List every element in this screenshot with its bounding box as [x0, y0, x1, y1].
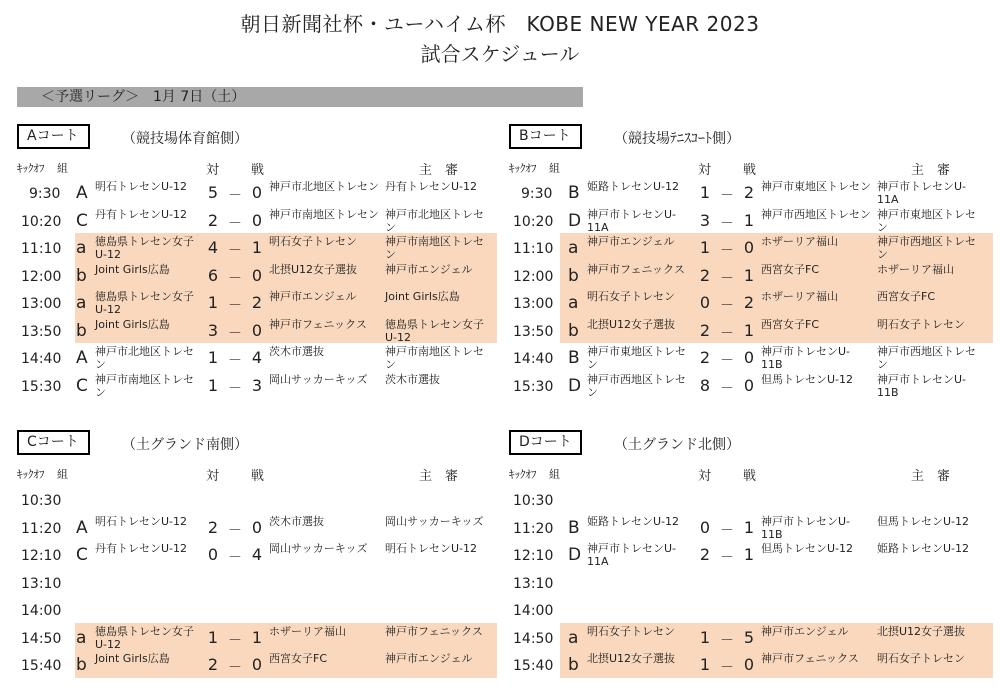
table-row	[509, 541, 993, 569]
team-2: 神戸市北地区トレセン	[269, 180, 379, 193]
score-2: 1	[251, 627, 263, 647]
referee: ホザーリア福山	[877, 262, 954, 276]
team-2: 神戸市エンジェル	[761, 624, 849, 638]
table-row	[17, 514, 497, 542]
kickoff-time: 12:10	[21, 548, 62, 564]
table-row	[509, 651, 993, 679]
score-2: 0	[251, 655, 263, 674]
group-letter: B	[568, 183, 580, 203]
kickoff-time: 10:30	[21, 493, 62, 509]
score-2: 0	[251, 265, 263, 285]
table-row	[17, 317, 497, 345]
score-1: 0	[699, 517, 711, 537]
score-2: 0	[743, 238, 755, 257]
score-1: 1	[699, 238, 711, 257]
table-row	[17, 289, 497, 317]
team-1: 明石女子トレセン	[587, 290, 675, 303]
team-1: Joint Girls広島	[95, 317, 170, 331]
score-1: 6	[207, 265, 219, 285]
page-subtitle: 試合スケジュール	[420, 42, 580, 66]
score-1: 1	[699, 183, 711, 202]
kickoff-time: 9:30	[29, 186, 61, 202]
score-dash: －	[228, 243, 242, 259]
header-kickoff: ｷｯｸｵﾌ	[17, 162, 45, 175]
group-letter: a	[76, 238, 87, 258]
score-dash: －	[228, 270, 242, 287]
score-dash: －	[228, 353, 242, 369]
header-group: 組	[57, 468, 68, 481]
team-2: 但馬トレセンU-12	[761, 372, 854, 386]
team-2: 明石女子トレセン	[269, 235, 357, 248]
referee: 明石女子トレセン	[877, 652, 965, 665]
page-title: 朝日新聞社杯・ユーハイム杯 KOBE NEW YEAR 2023	[240, 12, 760, 36]
header-kickoff: ｷｯｸｵﾌ	[509, 162, 537, 175]
referee: 神戸市西地区トレセン	[877, 235, 976, 261]
court-label: Aコート	[17, 124, 90, 149]
referee: 姫路トレセンU-12	[877, 542, 970, 555]
kickoff-time: 13:50	[513, 323, 554, 340]
score-dash: －	[228, 522, 242, 539]
referee: 神戸市南地区トレセン	[385, 345, 484, 371]
table-row	[17, 651, 497, 679]
group-letter: b	[568, 265, 579, 286]
score-2: 0	[743, 375, 755, 395]
table-row	[509, 372, 993, 400]
kickoff-time: 11:10	[513, 241, 554, 257]
score-1: 2	[699, 348, 711, 367]
table-row	[17, 596, 497, 624]
header-referee: 主 審	[419, 469, 459, 484]
group-letter: A	[76, 348, 88, 368]
kickoff-time: 12:00	[513, 268, 554, 285]
team-2: ホザーリア福山	[761, 235, 838, 248]
score-2: 2	[743, 183, 755, 202]
referee: 茨木市選抜	[385, 372, 440, 386]
table-row	[509, 486, 993, 514]
header-vs2: 戦	[251, 469, 265, 484]
group-letter: D	[568, 545, 582, 565]
group-letter: C	[76, 210, 88, 231]
kickoff-time: 11:20	[513, 520, 554, 537]
group-letter: b	[76, 265, 87, 286]
team-1: 徳島県トレセン女子U-12	[95, 290, 194, 316]
score-1: 1	[207, 293, 219, 312]
group-letter: a	[568, 238, 579, 258]
team-2: 神戸市南地区トレセン	[269, 207, 379, 221]
score-2: 0	[251, 320, 263, 340]
header-vs1: 対	[698, 469, 712, 484]
team-2: 神戸市トレセンU-11B	[761, 514, 851, 541]
score-dash: －	[228, 188, 242, 204]
score-1: 5	[207, 183, 219, 202]
referee: Joint Girls広島	[385, 290, 460, 303]
table-row	[17, 262, 497, 290]
score-2: 1	[743, 210, 755, 230]
referee: 神戸市北地区トレセン	[385, 207, 484, 234]
header-vs1: 対	[698, 163, 712, 178]
table-row	[509, 317, 993, 345]
team-2: 神戸市トレセンU-11B	[761, 345, 851, 371]
score-dash: －	[720, 270, 734, 287]
league-date-bar: ＜予選リーグ＞ 1月 7日（土）	[17, 87, 583, 107]
team-1: 神戸市西地区トレセン	[587, 372, 686, 399]
table-row	[509, 179, 993, 207]
header-vs2: 戦	[251, 163, 265, 178]
table-row	[509, 569, 993, 597]
table-row	[509, 262, 993, 290]
kickoff-time: 12:10	[513, 548, 554, 564]
kickoff-time: 11:20	[21, 520, 62, 537]
table-row	[17, 207, 497, 235]
header-group: 組	[549, 162, 560, 175]
team-2: 西宮女子FC	[761, 317, 820, 331]
kickoff-time: 10:30	[513, 493, 554, 509]
table-row	[17, 569, 497, 597]
score-2: 0	[743, 348, 755, 367]
score-dash: －	[720, 298, 734, 314]
team-2: 西宮女子FC	[269, 652, 328, 665]
team-1: 神戸市北地区トレセン	[95, 345, 194, 371]
table-row	[509, 289, 993, 317]
kickoff-time: 14:50	[21, 630, 62, 647]
referee: 北摂U12女子選抜	[877, 624, 966, 638]
team-2: 岡山サッカーキッズ	[269, 542, 368, 555]
referee: 神戸市西地区トレセン	[877, 345, 976, 371]
referee: 丹有トレセンU-12	[385, 180, 478, 193]
team-1: 神戸市トレセンU-11A	[587, 542, 677, 568]
team-1: 姫路トレセンU-12	[587, 514, 680, 528]
score-1: 1	[699, 655, 711, 674]
team-2: 神戸市西地区トレセン	[761, 207, 871, 221]
header-vs1: 対	[206, 469, 220, 484]
kickoff-time: 13:00	[513, 296, 554, 312]
table-row	[17, 179, 497, 207]
kickoff-time: 9:30	[521, 186, 553, 202]
kickoff-time: 15:40	[21, 658, 62, 674]
team-2: 神戸市フェニックス	[761, 652, 859, 665]
kickoff-time: 13:00	[21, 296, 62, 312]
team-1: 神戸市南地区トレセン	[95, 372, 194, 399]
table-row	[17, 344, 497, 372]
score-2: 0	[743, 655, 755, 674]
table-row	[17, 541, 497, 569]
score-dash: －	[228, 380, 242, 397]
header-vs2: 戦	[743, 163, 757, 178]
team-2: 茨木市選抜	[269, 514, 324, 528]
group-letter: a	[76, 627, 87, 648]
score-dash: －	[720, 660, 734, 676]
kickoff-time: 15:30	[21, 378, 62, 395]
score-2: 1	[743, 265, 755, 285]
kickoff-time: 13:10	[21, 575, 62, 592]
team-1: 北摂U12女子選抜	[587, 652, 676, 665]
table-row	[509, 514, 993, 542]
score-1: 1	[207, 627, 219, 647]
score-2: 3	[251, 375, 263, 395]
score-dash: －	[720, 380, 734, 397]
score-1: 2	[699, 320, 711, 340]
referee: 神戸市エンジェル	[385, 652, 473, 665]
team-1: Joint Girls広島	[95, 262, 170, 276]
score-1: 8	[699, 375, 711, 395]
score-1: 0	[699, 293, 711, 312]
score-1: 2	[207, 517, 219, 537]
score-dash: －	[228, 298, 242, 314]
group-letter: C	[76, 545, 88, 565]
kickoff-time: 13:10	[513, 575, 554, 592]
referee: 明石トレセンU-12	[385, 542, 478, 555]
group-letter: A	[76, 517, 88, 538]
header-vs2: 戦	[743, 469, 757, 484]
team-1: 丹有トレセンU-12	[95, 207, 188, 221]
group-letter: C	[76, 375, 88, 396]
court-a-section	[17, 124, 497, 399]
score-1: 2	[207, 655, 219, 674]
group-letter: D	[568, 375, 582, 396]
header-kickoff: ｷｯｸｵﾌ	[17, 468, 45, 481]
group-letter: a	[568, 293, 579, 313]
score-2: 1	[743, 517, 755, 537]
court-label: Dコート	[509, 430, 582, 455]
kickoff-time: 14:40	[21, 351, 62, 367]
score-1: 2	[207, 210, 219, 230]
team-2: 但馬トレセンU-12	[761, 542, 854, 555]
header-vs1: 対	[206, 163, 220, 178]
court-b-section	[509, 124, 993, 399]
team-2: 茨木市選抜	[269, 345, 324, 358]
score-dash: －	[720, 325, 734, 342]
team-1: 神戸市エンジェル	[587, 235, 675, 248]
header-group: 組	[57, 162, 68, 175]
team-1: 明石トレセンU-12	[95, 514, 188, 528]
team-1: 神戸市東地区トレセン	[587, 345, 686, 371]
kickoff-time: 15:30	[513, 378, 554, 395]
score-2: 2	[743, 293, 755, 312]
score-dash: －	[228, 550, 242, 566]
referee: 神戸市南地区トレセン	[385, 235, 484, 261]
score-dash: －	[720, 243, 734, 259]
team-1: 明石女子トレセン	[587, 624, 675, 638]
team-2: ホザーリア福山	[761, 290, 838, 303]
referee: 神戸市トレセンU-11B	[877, 372, 967, 399]
court-label: Bコート	[509, 124, 582, 149]
score-dash: －	[228, 325, 242, 342]
referee: 徳島県トレセン女子U-12	[385, 317, 484, 344]
kickoff-time: 11:10	[21, 241, 62, 257]
score-1: 2	[699, 265, 711, 285]
team-1: 神戸市フェニックス	[587, 262, 685, 276]
team-1: 神戸市トレセンU-11A	[587, 207, 677, 234]
group-letter: b	[568, 655, 579, 675]
score-dash: －	[228, 215, 242, 232]
group-letter: b	[76, 655, 87, 675]
referee: 神戸市トレセンU-11A	[877, 180, 967, 206]
score-dash: －	[720, 188, 734, 204]
score-dash: －	[228, 632, 242, 649]
score-dash: －	[720, 632, 734, 649]
group-letter: B	[568, 517, 580, 538]
score-1: 3	[207, 320, 219, 340]
court-location: （土グランド北側）	[614, 437, 740, 453]
referee: 神戸市東地区トレセン	[877, 207, 976, 234]
table-row	[509, 596, 993, 624]
team-2: 西宮女子FC	[761, 262, 820, 276]
score-1: 3	[699, 210, 711, 230]
score-2: 5	[743, 627, 755, 647]
team-2: 岡山サッカーキッズ	[269, 372, 368, 386]
referee: 神戸市エンジェル	[385, 262, 473, 276]
team-2: 神戸市エンジェル	[269, 290, 357, 303]
kickoff-time: 14:40	[513, 351, 554, 367]
kickoff-time: 15:40	[513, 658, 554, 674]
score-2: 2	[251, 293, 263, 312]
kickoff-time: 14:00	[21, 603, 62, 619]
header-kickoff: ｷｯｸｵﾌ	[509, 468, 537, 481]
score-dash: －	[720, 353, 734, 369]
score-dash: －	[720, 550, 734, 566]
header-referee: 主 審	[911, 163, 951, 178]
court-label: Cコート	[17, 430, 90, 455]
group-letter: a	[568, 627, 579, 648]
score-2: 0	[251, 517, 263, 537]
group-letter: D	[568, 210, 582, 231]
score-1: 0	[207, 545, 219, 564]
team-1: 徳島県トレセン女子U-12	[95, 624, 194, 651]
referee: 神戸市フェニックス	[385, 624, 483, 638]
header-referee: 主 審	[419, 163, 459, 178]
kickoff-time: 13:50	[21, 323, 62, 340]
court-location: （競技場ﾃﾆｽｺｰﾄ側）	[614, 131, 740, 147]
score-2: 1	[743, 320, 755, 340]
score-1: 2	[699, 545, 711, 564]
team-2: ホザーリア福山	[269, 624, 346, 638]
group-letter: b	[76, 320, 87, 341]
team-1: 丹有トレセンU-12	[95, 542, 188, 555]
score-2: 1	[743, 545, 755, 564]
court-location: （競技場体育館側）	[122, 131, 248, 147]
table-row	[509, 234, 993, 262]
header-group: 組	[549, 468, 560, 481]
score-2: 4	[251, 348, 263, 367]
score-2: 0	[251, 183, 263, 202]
court-d-section	[509, 430, 993, 692]
group-letter: b	[568, 320, 579, 341]
table-row	[509, 207, 993, 235]
court-location: （土グランド南側）	[122, 437, 248, 453]
score-2: 0	[251, 210, 263, 230]
kickoff-time: 12:00	[21, 268, 62, 285]
group-letter: B	[568, 348, 580, 368]
group-letter: A	[76, 183, 88, 203]
header-referee: 主 審	[911, 469, 951, 484]
referee: 岡山サッカーキッズ	[385, 514, 484, 528]
team-1: 姫路トレセンU-12	[587, 180, 680, 193]
team-2: 神戸市東地区トレセン	[761, 180, 871, 193]
group-letter: a	[76, 293, 87, 313]
score-dash: －	[720, 215, 734, 232]
referee: 明石女子トレセン	[877, 317, 965, 331]
kickoff-time: 10:20	[513, 213, 554, 230]
table-row	[17, 486, 497, 514]
score-1: 1	[699, 627, 711, 647]
team-2: 神戸市フェニックス	[269, 317, 367, 331]
table-row	[17, 624, 497, 652]
kickoff-time: 10:20	[21, 213, 62, 230]
referee: 西宮女子FC	[877, 290, 936, 303]
table-row	[509, 344, 993, 372]
kickoff-time: 14:00	[513, 603, 554, 619]
score-dash: －	[228, 660, 242, 676]
score-1: 4	[207, 238, 219, 257]
team-1: Joint Girls広島	[95, 652, 170, 665]
table-row	[17, 234, 497, 262]
score-2: 1	[251, 238, 263, 257]
score-1: 1	[207, 348, 219, 367]
court-c-section	[17, 430, 497, 692]
table-row	[509, 624, 993, 652]
team-1: 北摂U12女子選抜	[587, 317, 676, 331]
score-dash: －	[720, 522, 734, 539]
team-2: 北摂U12女子選抜	[269, 262, 358, 276]
team-1: 明石トレセンU-12	[95, 180, 188, 193]
table-row	[17, 372, 497, 400]
referee: 但馬トレセンU-12	[877, 514, 970, 528]
kickoff-time: 14:50	[513, 630, 554, 647]
score-1: 1	[207, 375, 219, 395]
score-2: 4	[251, 545, 263, 564]
team-1: 徳島県トレセン女子U-12	[95, 235, 194, 261]
